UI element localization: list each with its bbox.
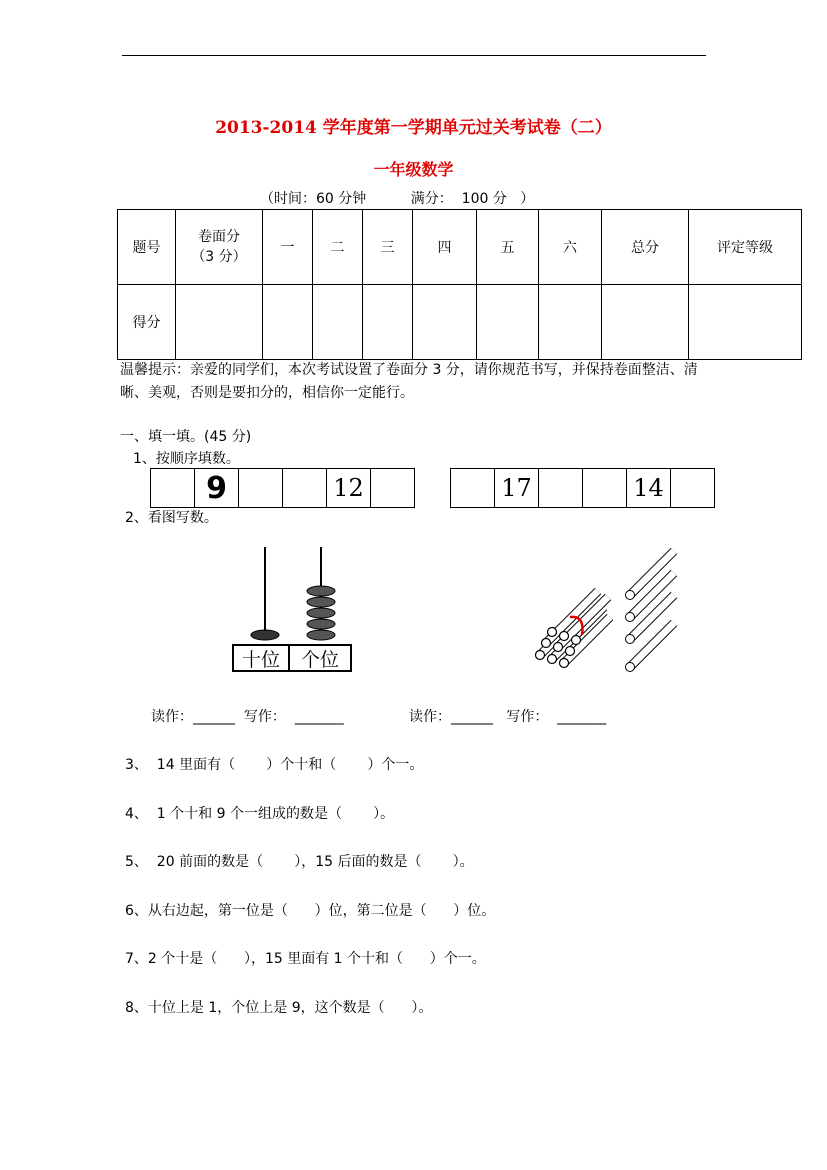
- question-2: 2、看图写数。: [125, 510, 218, 526]
- seq-box[interactable]: [239, 469, 283, 508]
- tip-text: 温馨提示：亲爱的同学们，本次考试设置了卷面分 3 分，请你规范书写，并保持卷面整洁、清晰、美观，否则是要扣分的，相信你一定能行。: [120, 362, 698, 401]
- score-cell[interactable]: [689, 285, 802, 360]
- question-1: 1、按顺序填数。: [133, 451, 240, 467]
- exam-subtitle: 一年级数学: [373, 160, 454, 179]
- score-cell[interactable]: [539, 285, 602, 360]
- seq-box: 14: [627, 469, 671, 508]
- section-heading: 一、填一填。(45 分): [120, 429, 252, 445]
- score-table: [117, 209, 802, 360]
- header-cell: 二: [313, 210, 363, 285]
- header-cell: 评定等级: [689, 210, 802, 285]
- question-4: 4、 1 个十和 9 个一组成的数是（ ）。: [125, 806, 395, 822]
- seq-box[interactable]: [583, 469, 627, 508]
- seq-box[interactable]: [371, 469, 415, 508]
- question-5: 5、 20 前面的数是（ ），15 后面的数是（ ）。: [125, 854, 474, 870]
- sticks-picture: [530, 545, 690, 679]
- seq-box[interactable]: [451, 469, 495, 508]
- exam-title: 2013-2014 学年度第一学期单元过关考试卷（二）: [215, 118, 612, 138]
- score-cell[interactable]: [363, 285, 413, 360]
- question-6: 6、从右边起，第一位是（ ）位，第二位是（ ）位。: [125, 903, 496, 919]
- header-rule: [122, 55, 706, 56]
- score-cell[interactable]: [477, 285, 539, 360]
- read-write-line-1[interactable]: 读作：______ 写作： _______: [151, 709, 344, 725]
- single-sticks: [626, 551, 675, 672]
- header-cell: 四: [413, 210, 477, 285]
- header-cell: 一: [263, 210, 313, 285]
- question-8: 8、十位上是 1，个位上是 9，这个数是（ ）。: [125, 1000, 433, 1016]
- sequence-boxes-1: [150, 468, 415, 508]
- header-cell: 五: [477, 210, 539, 285]
- seq-box: 17: [495, 469, 539, 508]
- abacus-ones-label: 个位: [300, 649, 340, 671]
- seq-box: 9: [195, 469, 239, 508]
- time-info: （时间：60 分钟 满分： 100 分 ）: [260, 191, 535, 207]
- abacus-tens-label: 十位: [241, 649, 281, 671]
- abacus-picture: [225, 545, 365, 679]
- score-cell[interactable]: [176, 285, 263, 360]
- question-7: 7、2 个十是（ ），15 里面有 1 个十和（ ）个一。: [125, 951, 486, 967]
- header-cell: 题号: [118, 210, 176, 285]
- header-cell: 三: [363, 210, 413, 285]
- read-write-line-2[interactable]: 读作：______ 写作： _______: [409, 709, 607, 725]
- header-cell: 总分: [602, 210, 689, 285]
- score-row-label: 得分: [118, 285, 176, 360]
- question-3: 3、 14 里面有（ ）个十和（ ）个一。: [125, 757, 424, 773]
- header-cell: 卷面分 （3 分）: [176, 210, 263, 285]
- score-cell[interactable]: [263, 285, 313, 360]
- stick-bundle: [536, 591, 611, 668]
- score-cell[interactable]: [413, 285, 477, 360]
- seq-box[interactable]: [671, 469, 715, 508]
- seq-box: 12: [327, 469, 371, 508]
- sequence-boxes-2: [450, 468, 715, 508]
- header-cell: 六: [539, 210, 602, 285]
- seq-box[interactable]: [539, 469, 583, 508]
- score-cell[interactable]: [602, 285, 689, 360]
- score-cell[interactable]: [313, 285, 363, 360]
- seq-box[interactable]: [283, 469, 327, 508]
- seq-box[interactable]: [151, 469, 195, 508]
